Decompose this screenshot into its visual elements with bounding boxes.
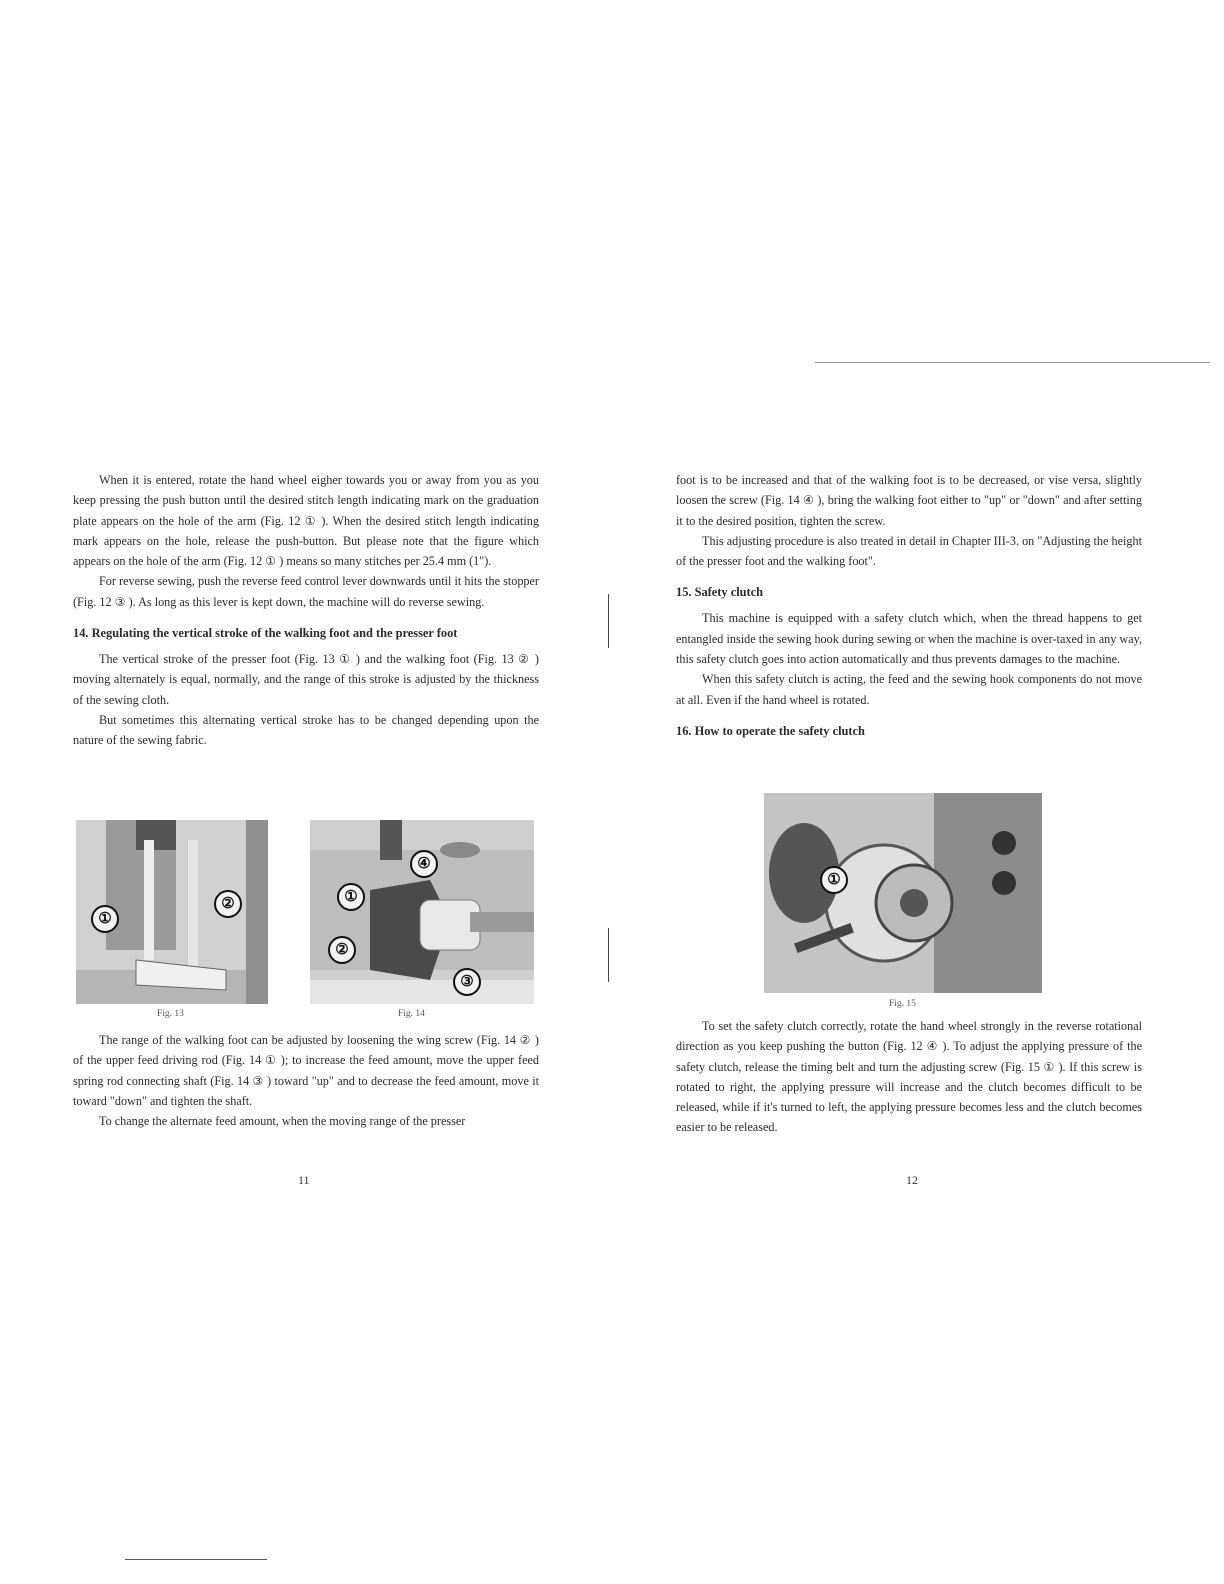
section-14-paragraph-1: The vertical stroke of the presser foot (Fig. 13 ① ) and the walking foot (Fig. 13 ② ) moving alternately is equal, normally, and the range of this stroke is adjusted by the thickness of the sewing cloth.	[73, 652, 539, 707]
section-14-heading: 14. Regulating the vertical stroke of the walking foot and the presser foot	[73, 626, 458, 641]
bottom-link-rule	[125, 1559, 267, 1560]
right-text-column	[676, 470, 1142, 747]
fig-13-callout-2: ②	[214, 890, 242, 918]
section-16-heading: 16. How to operate the safety clutch	[676, 723, 865, 738]
section-15-heading: 15. Safety clutch	[676, 585, 764, 600]
fig-15-callout-1: ①	[820, 866, 848, 894]
fig-13-callout-1: ①	[91, 905, 119, 933]
fig-14-callout-4: ④	[410, 850, 438, 878]
right-page	[612, 0, 1224, 1584]
gutter-mark-top	[608, 594, 609, 648]
gutter-mark-bottom	[608, 928, 609, 982]
after-fig-paragraph-2: To change the alternate feed amount, when the moving range of the presser	[99, 1114, 466, 1129]
fig-14-callout-1: ①	[337, 883, 365, 911]
section-16-text	[676, 1016, 1142, 1138]
fig-14-caption: Fig. 14	[398, 1009, 425, 1019]
fig-14-callout-2: ②	[328, 936, 356, 964]
section-16-paragraph-1: To set the safety clutch correctly, rotate the hand wheel strongly in the reverse rotational direction as you keep pushing the button (Fig. 12 ④ ). To adjust the applying pressure of the safety clutch, release the timing belt and turn the adjusting screw (Fig. 15 ① ). If this screw is rotated to right, the applying pressure will increase and the clutch becomes difficult to be released, while if it's turned to left, the applying pressure becomes less and the clutch becomes easier to be released.	[676, 1019, 1142, 1135]
fig-14-illustration	[310, 820, 534, 1004]
after-fig-paragraph-1: The range of the walking foot can be adjusted by loosening the wing screw (Fig. 14 ② ) of the upper feed driving rod (Fig. 14 ① ); to increase the feed amount, move the upper feed spring rod connecting shaft (Fig. 14 ③ ) toward "up" and to decrease the feed amount, move it toward "down" and tighten the shaft.	[73, 1033, 539, 1108]
intro-paragraph-2: For reverse sewing, push the reverse feed control lever downwards until it hits the stopper (Fig. 12 ③ ). As long as this lever is kept down, the machine will do reverse sewing.	[73, 574, 539, 609]
fig-15-illustration	[764, 793, 1042, 993]
fig-15-photo	[764, 793, 1042, 993]
section-15-paragraph-2: When this safety clutch is acting, the feed and the sewing hook components do not move at all. Even if the hand wheel is rotated.	[676, 672, 1142, 707]
fig-15-caption: Fig. 15	[889, 999, 916, 1009]
fig-14-photo	[310, 820, 534, 1004]
page-number-12: 12	[906, 1173, 918, 1187]
section-15-paragraph-1: This machine is equipped with a safety clutch which, when the thread happens to get entangled inside the sewing hook during sewing or when the machine is over-taxed in any way, this safety clutch goes into action automatically and thus prevents damages to the machine.	[676, 611, 1142, 667]
section-14-paragraph-2: But sometimes this alternating vertical stroke has to be changed depending upon the nature of the sewing fabric.	[73, 712, 539, 748]
fig-13-caption: Fig. 13	[157, 1009, 184, 1019]
page-number-11: 11	[298, 1173, 310, 1187]
fig-13-photo	[76, 820, 268, 1004]
left-text-after-figures	[73, 1030, 539, 1131]
fig-14-callout-3: ③	[453, 968, 481, 996]
continued-paragraph-2: This adjusting procedure is also treated in detail in Chapter III-3. on "Adjusting the height of the presser foot and the walking foot".	[676, 533, 1142, 569]
left-text-column	[73, 470, 539, 751]
intro-paragraph-1: When it is entered, rotate the hand wheel eigher towards you or away from you as you keep pressing the push button until the desired stitch length indicating mark on the graduation plate appears on the hole of the arm (Fig. 12 ① ). When the desired stitch length indicating mark appears on the hole, release the push-button. But please note that the figure which appears on the hole of the arm (Fig. 12 ① ) means so many stitches per 25.4 mm (1").	[73, 473, 539, 569]
continued-paragraph-1: foot is to be increased and that of the walking foot is to be decreased, or vise versa, slightly loosen the screw (Fig. 14 ④ ), bring the walking foot either to "up" or "down" and after setting it to the desired position, tighten the screw.	[676, 473, 1142, 528]
